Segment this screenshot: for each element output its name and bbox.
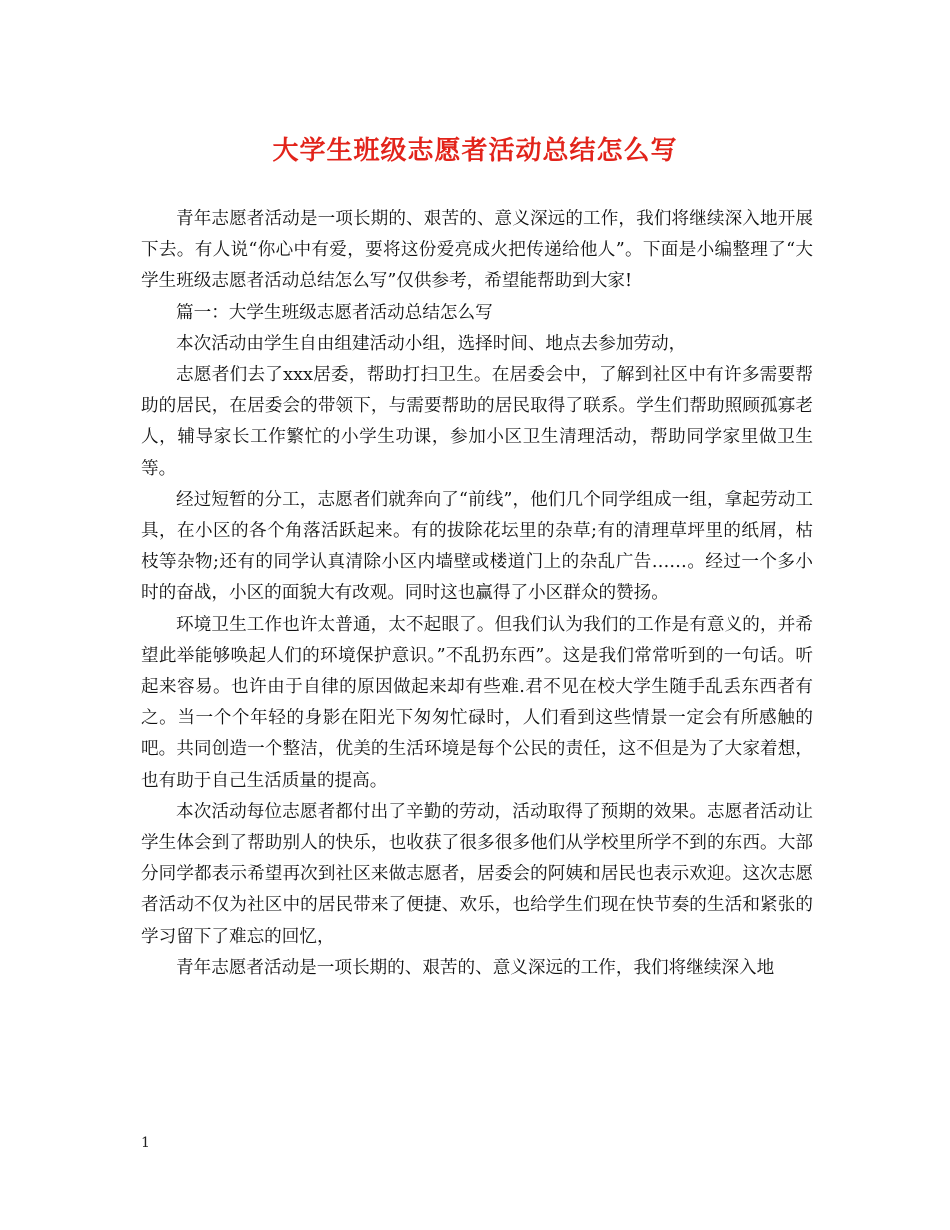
paragraph-closing: 青年志愿者活动是一项长期的、艰苦的、意义深远的工作，我们将继续深入地 (176, 957, 775, 978)
document-title: 大学生班级志愿者活动总结怎么写 (272, 136, 678, 166)
paragraph-intro: 青年志愿者活动是一项长期的、艰苦的、意义深远的工作，我们将继续深入地开展下去。有人说“你心中有爱，要将这份爱亮成火把传递给他人”。下面是小编整理了“大学生班级志愿者活动总结怎么写”仅供参考，希望能帮助到大家! (141, 209, 813, 292)
document-body (141, 204, 813, 984)
paragraph-cleanup-work: 经过短暂的分工，志愿者们就奔向了“前线”，他们几个同学组成一组，拿起劳动工具，在小区的各个角落活跃起来。有的拔除花坛里的杂草;有的清理草坪里的纸屑，枯枝等杂物;还有的同学认真清除小区内墙壁或楼道门上的杂乱广告……。经过一个多小时的奋战，小区的面貌大有改观。同时这也赢得了小区群众的赞扬。 (141, 489, 813, 604)
paragraph-environment: 环境卫生工作也许太普通，太不起眼了。但我们认为我们的工作是有意义的，并希望此举能够唤起人们的环境保护意识。”不乱扔东西”。这是我们常常听到的一句话。听起来容易。也许由于自律的原因做起来却有些难.君不见在校大学生随手乱丢东西者有之。当一个个年轻的身影在阳光下匆匆忙碌时，人们看到这些情景一定会有所感触的吧。共同创造一个整洁，优美的生活环境是每个公民的责任，这不但是为了大家着想，也有助于自己生活质量的提高。 (141, 614, 813, 791)
page-number: 1 (141, 1135, 150, 1151)
paragraph-activity-setup: 本次活动由学生自由组建活动小组，选择时间、地点去参加劳动， (176, 333, 687, 354)
paragraph-section-heading: 篇一：大学生班级志愿者活动总结怎么写 (176, 302, 493, 323)
paragraph-results: 本次活动每位志愿者都付出了辛勤的劳动，活动取得了预期的效果。志愿者活动让学生体会到了帮助别人的快乐，也收获了很多很多他们从学校里所学不到的东西。大部分同学都表示希望再次到社区来做志愿者，居委会的阿姨和居民也表示欢迎。这次志愿者活动不仅为社区中的居民带来了便捷、欢乐，也给学生们现在快节奏的生活和紧张的学习留下了难忘的回忆， (141, 801, 813, 947)
paragraph-residents-committee: 志愿者们去了xxx居委，帮助打扫卫生。在居委会中，了解到社区中有许多需要帮助的居民，在居委会的带领下，与需要帮助的居民取得了联系。学生们帮助照顾孤寡老人，辅导家长工作繁忙的小学生功课，参加小区卫生清理活动，帮助同学家里做卫生等。 (141, 365, 813, 479)
